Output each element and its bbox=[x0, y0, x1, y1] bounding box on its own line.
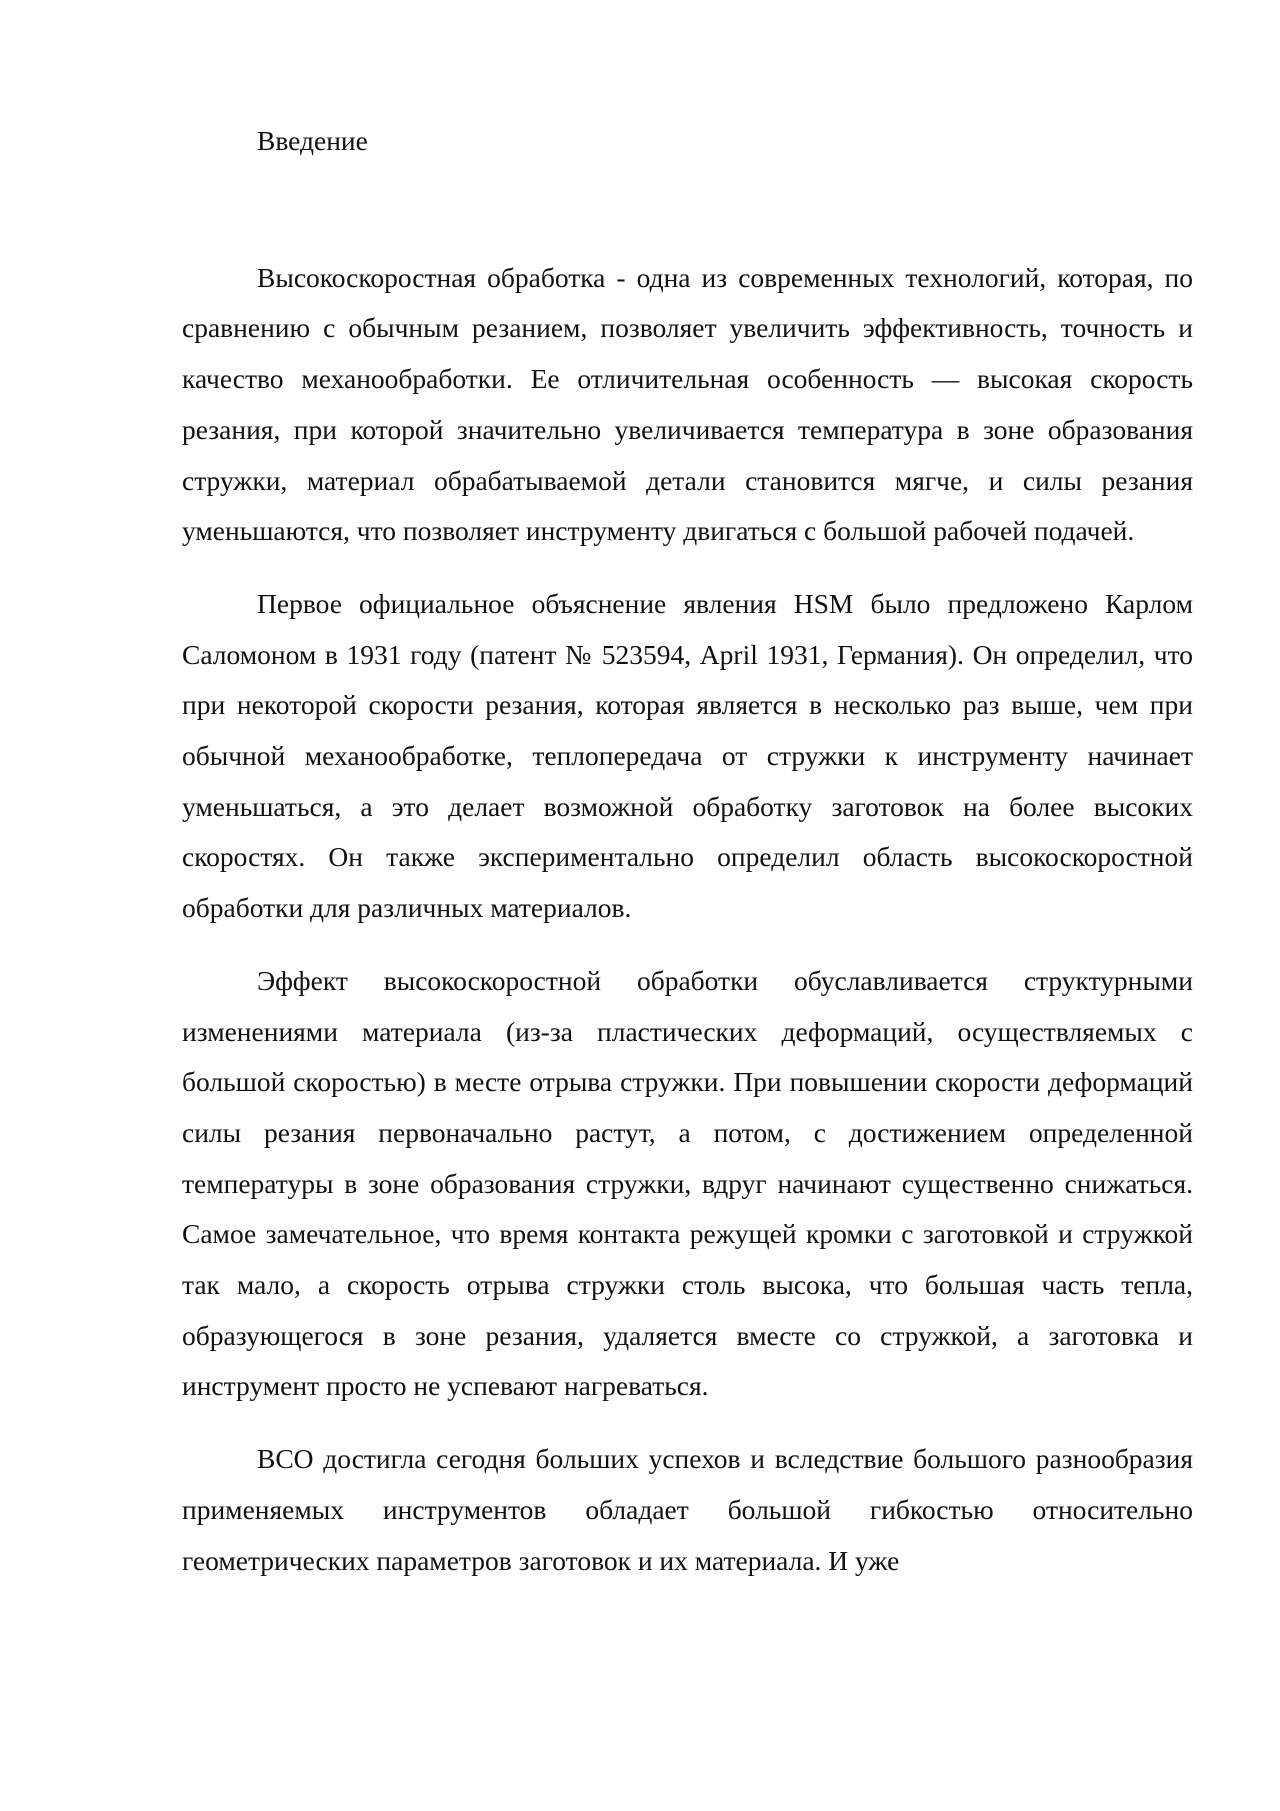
paragraph-3: Эффект высокоскоростной обработки обуславливается структурными изменениями материала (из-за пластических деформаций, осуществляемых с большой скоростью) в месте отрыва стружки. При повышении скорости деформаций силы резания первоначально растут, а потом, с достижением определенной температуры в зоне образования стружки, вдруг начинают существенно снижаться. Самое замечательное, что время контакта режущей кромки с заготовкой и стружкой так мало, а скорость отрыва стружки столь высока, что большая часть тепла, образующегося в зоне резания, удаляется вместе со стружкой, а заготовка и инструмент просто не успевают нагреваться. bbox=[182, 964, 1193, 1402]
paragraph-2: Первое официальное объяснение явления HSM было предложено Карлом Саломоном в 1931 году (патент № 523594, April 1931, Германия). Он определил, что при некоторой скорости резания, которая является в несколько раз выше, чем при обычной механообработке, теплопередача от стружки к инструменту начинает уменьшаться, а это делает возможной обработку заготовок на более высоких скоростях. Он также экспериментально определил область высокоскоростной обработки для различных материалов. bbox=[182, 587, 1193, 924]
section-heading: Введение bbox=[257, 125, 368, 156]
paragraph-4: ВСО достигла сегодня больших успехов и вследствие большого разнообразия применяемых инструментов обладает большой гибкостью относительно геометрических параметров заготовок и их материала. И уже bbox=[182, 1443, 1193, 1576]
paragraph-1: Высокоскоростная обработка - одна из современных технологий, которая, по сравнению с обычным резанием, позволяет увеличить эффективность, точность и качество механообработки. Ее отличительная особенность — высокая скорость резания, при которой значительно увеличивается температура в зоне образования стружки, материал обрабатываемой детали становится мягче, и силы резания уменьшаются, что позволяет инструменту двигаться с большой рабочей подачей. bbox=[182, 261, 1193, 547]
document-body bbox=[182, 116, 1193, 1586]
